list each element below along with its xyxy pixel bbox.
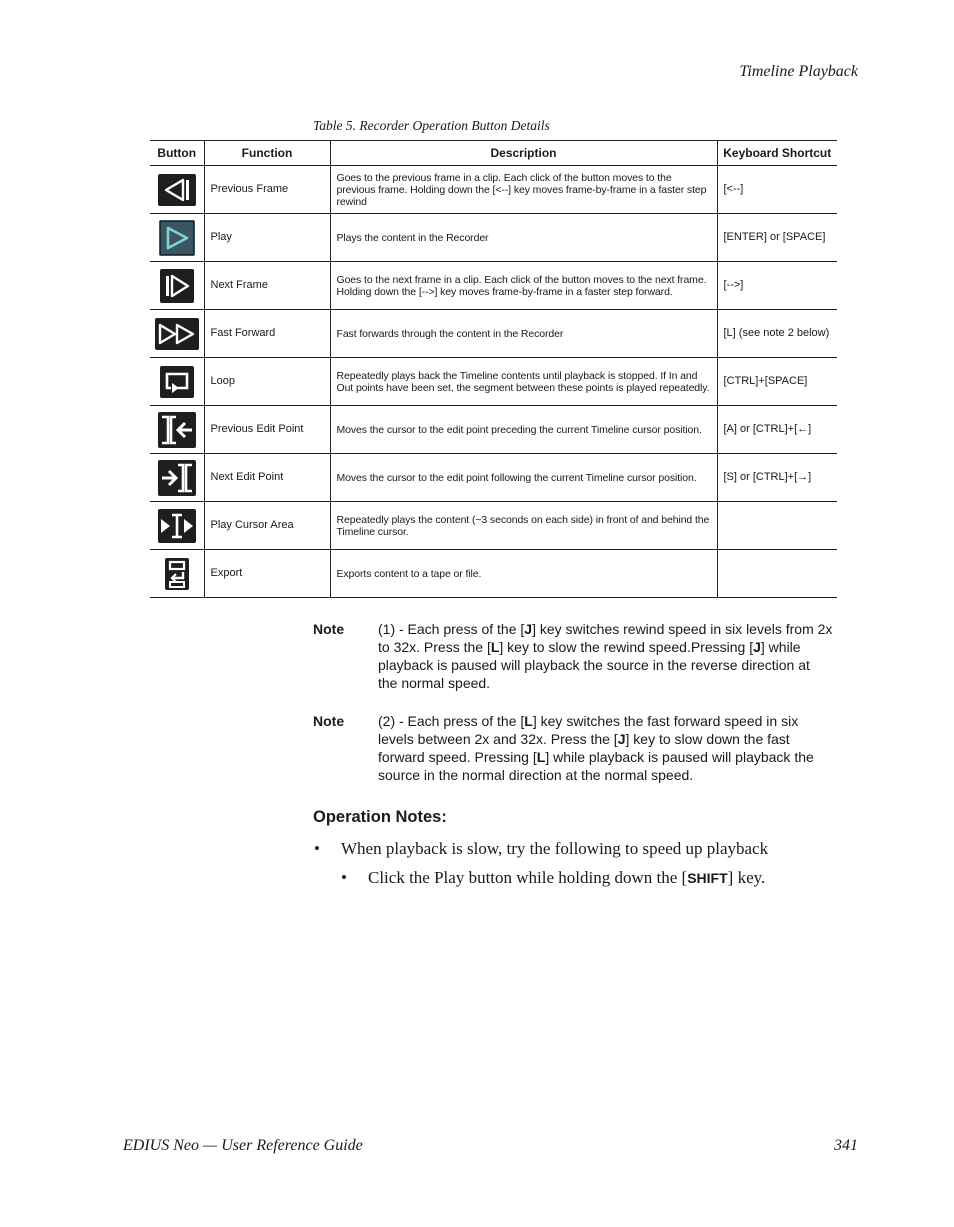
shortcut-text [717, 502, 837, 550]
note-text: (1) - Each press of the [J] key switches rewind speed in six levels from 2x to 32x. Press the [L] key to slow the rewind speed.Pressing [J] while playback is paused will playback the source in the reverse direction at the normal speed. [378, 621, 833, 691]
table-row [150, 550, 837, 598]
running-header: Timeline Playback [739, 63, 858, 80]
column-header-shortcut: Keyboard Shortcut [717, 141, 837, 166]
note-block [313, 620, 833, 692]
description-text: Plays the content in the Recorder [330, 214, 717, 262]
bullet-icon: • [314, 839, 320, 858]
list-item [314, 839, 768, 859]
table-row [150, 166, 837, 214]
description-text: Exports content to a tape or file. [330, 550, 717, 598]
shortcut-text: [S] or [CTRL]+[→] [717, 454, 837, 502]
table-row [150, 502, 837, 550]
page-number: 341 [834, 1137, 858, 1154]
list-item [341, 868, 765, 888]
loop-icon [160, 366, 194, 398]
table-row [150, 454, 837, 502]
export-icon [165, 558, 189, 590]
description-text: Fast forwards through the content in the Recorder [330, 310, 717, 358]
function-label: Previous Frame [204, 166, 330, 214]
note-text: (2) - Each press of the [L] key switches the fast forward speed in six levels between 2x and 32x. Press the [J] key to slow down the fast forward speed. Pressing [L] while playback is paused will playback the source in the normal direction at the normal speed. [378, 713, 814, 783]
function-label: Loop [204, 358, 330, 406]
previous-frame-icon [158, 174, 196, 206]
recorder-button-table [150, 140, 837, 598]
column-header-button: Button [150, 141, 204, 166]
function-label: Play [204, 214, 330, 262]
next-frame-icon [160, 269, 194, 303]
shortcut-text: [L] (see note 2 below) [717, 310, 837, 358]
shift-key-label: SHIFT [687, 870, 728, 886]
column-header-description: Description [330, 141, 717, 166]
function-label: Next Frame [204, 262, 330, 310]
note-label: Note [313, 621, 345, 637]
footer-title: EDIUS Neo — User Reference Guide [123, 1137, 363, 1154]
shortcut-text: [-->] [717, 262, 837, 310]
note-block [313, 712, 833, 784]
shortcut-text: [A] or [CTRL]+[←] [717, 406, 837, 454]
note-label: Note [313, 713, 345, 729]
table-header-row [150, 141, 837, 166]
shortcut-text: [ENTER] or [SPACE] [717, 214, 837, 262]
play-icon [159, 220, 195, 256]
description-text: Goes to the next frame in a clip. Each click of the button moves to the next frame. Holding down the [-->] key moves frame-by-frame in a faster step forward. [330, 262, 717, 310]
bullet-text: When playback is slow, try the following to speed up playback [341, 839, 769, 858]
table-row [150, 310, 837, 358]
function-label: Export [204, 550, 330, 598]
operation-notes-heading: Operation Notes: [313, 808, 447, 826]
table-caption: Table 5. Recorder Operation Button Details [313, 118, 550, 133]
shortcut-text: [<--] [717, 166, 837, 214]
function-label: Fast Forward [204, 310, 330, 358]
description-text: Moves the cursor to the edit point preceding the current Timeline cursor position. [330, 406, 717, 454]
fast-forward-icon [155, 318, 199, 350]
function-label: Previous Edit Point [204, 406, 330, 454]
table-row [150, 358, 837, 406]
table-row [150, 262, 837, 310]
table-row [150, 406, 837, 454]
description-text: Moves the cursor to the edit point following the current Timeline cursor position. [330, 454, 717, 502]
bullet-text: Click the Play button while holding down the [SHIFT] key. [368, 868, 766, 887]
function-label: Next Edit Point [204, 454, 330, 502]
description-text: Repeatedly plays back the Timeline contents until playback is stopped. If In and Out points have been set, the segment between these points is played repeatedly. [330, 358, 717, 406]
description-text: Repeatedly plays the content (~3 seconds on each side) in front of and behind the Timeline cursor. [330, 502, 717, 550]
description-text: Goes to the previous frame in a clip. Each click of the button moves to the previous frame. Holding down the [<--] key moves frame-by-frame in a faster step rewind [330, 166, 717, 214]
shortcut-text [717, 550, 837, 598]
shortcut-text: [CTRL]+[SPACE] [717, 358, 837, 406]
previous-edit-point-icon [158, 412, 196, 448]
next-edit-point-icon [158, 460, 196, 496]
table-row [150, 214, 837, 262]
column-header-function: Function [204, 141, 330, 166]
play-cursor-area-icon [158, 509, 196, 543]
bullet-icon: • [341, 868, 347, 887]
function-label: Play Cursor Area [204, 502, 330, 550]
